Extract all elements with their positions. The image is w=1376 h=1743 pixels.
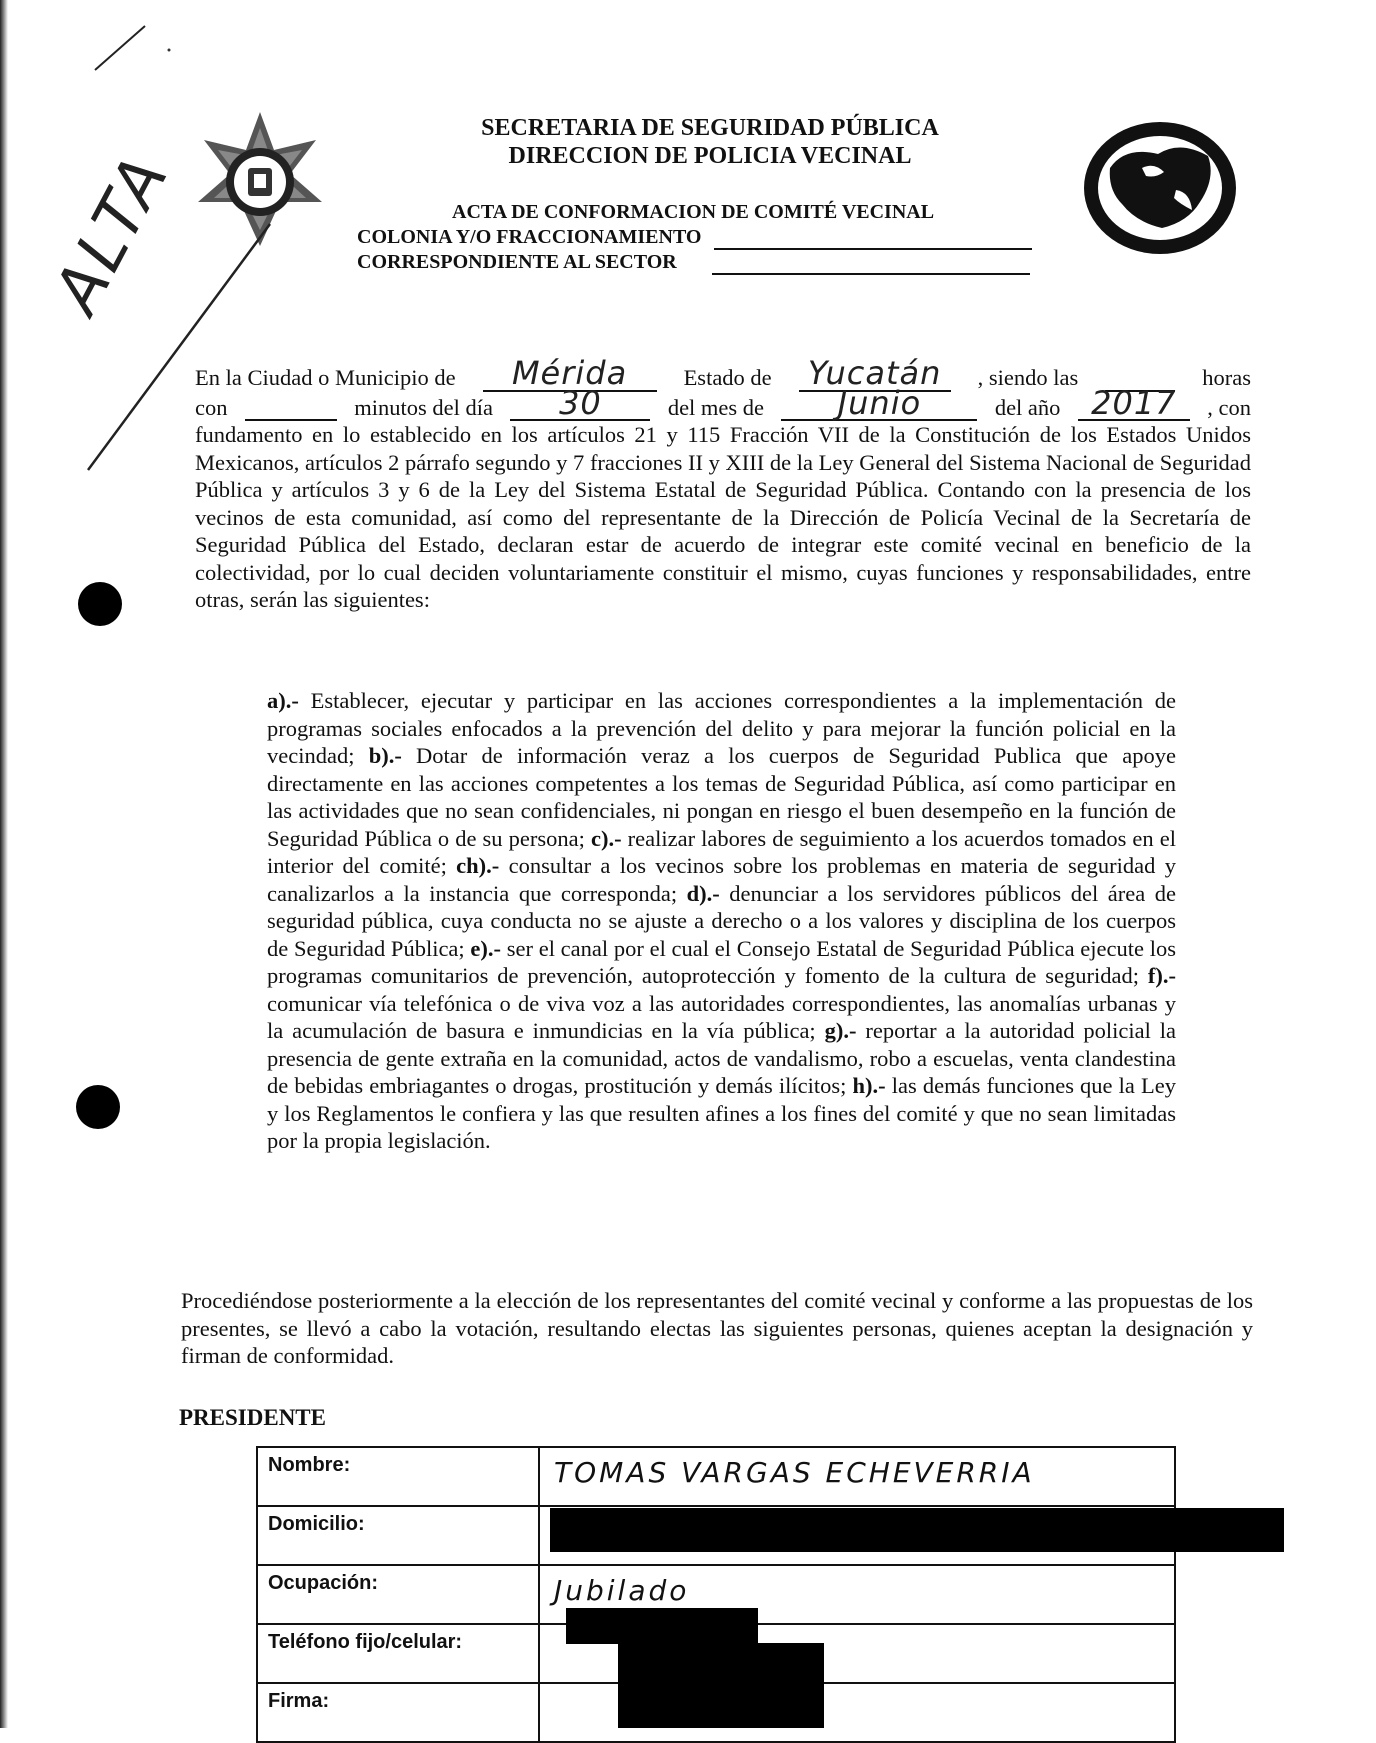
function-label: ch).-	[456, 853, 500, 878]
punch-hole	[76, 1085, 120, 1129]
header-subtitle: DIRECCION DE POLICIA VECINAL	[508, 143, 912, 169]
scan-edge	[0, 0, 8, 1728]
function-label: h).-	[852, 1073, 886, 1098]
name-value: TOMAS VARGAS ECHEVERRIA	[539, 1447, 1175, 1506]
function-label: a).-	[267, 688, 299, 713]
minutes-field	[245, 395, 337, 421]
function-text: comunicar vía telefónica o de viva voz a las autoridades correspondientes, las anomalías urbanas y la acumulación de basura e inmundicias en la vía pública;	[267, 990, 1176, 1043]
month-field: Junio	[781, 392, 977, 422]
occupation-value: Jubilado	[539, 1565, 1175, 1624]
intro-paragraph	[195, 354, 1251, 614]
functions-block	[267, 687, 1176, 1155]
header-title: SECRETARIA DE SEGURIDAD PÚBLICA	[481, 115, 939, 141]
phone-redaction	[566, 1608, 758, 1644]
day-field: 30	[510, 392, 650, 422]
city-field: Mérida	[483, 362, 657, 392]
name-label: Nombre:	[257, 1447, 539, 1506]
election-paragraph: Procediéndose posteriormente a la elección de los representantes del comité vecinal y conforme a las propuestas de los presentes, se llevó a cabo la votación, resultando electas las siguientes personas, quienes aceptan la designación y firman de conformidad.	[181, 1288, 1253, 1368]
function-text: realizar labores de seguimiento a los acuerdos tomados en el interior del comité;	[267, 825, 1176, 878]
occupation-label: Ocupación:	[257, 1565, 539, 1624]
function-text: Dotar de información veraz a los cuerpos de Seguridad Publica que apoye directamente en las acciones competentes a los temas de Seguridad Pública, así como participar en las actividades que no sean confidenciales, ni pongan en riesgo el buen desempeño en la función de Seguridad Pública o de su persona;	[267, 743, 1176, 851]
function-label: d).-	[686, 880, 720, 906]
phone-label: Teléfono fijo/celular:	[257, 1624, 539, 1683]
act-title: ACTA DE CONFORMACION DE COMITÉ VECINAL	[452, 201, 935, 223]
colonia-label: COLONIA Y/O FRACCIONAMIENTO	[357, 226, 702, 248]
pen-mark	[85, 18, 175, 78]
state-field: Yucatán	[799, 362, 951, 392]
function-text: reportar a la autoridad policial la presencia de gente extraña en la comunidad, actos de vandalismo, robo a escuelas, venta clandestina de bebidas embriagantes o drogas, prostitución y demás ilícitos;	[267, 1018, 1176, 1098]
intro-line-2: con minutos del día 30 del mes de Junio del año 2017 , con	[195, 383, 1251, 422]
function-label: f).-	[1147, 963, 1176, 988]
function-label: g).-	[824, 1018, 857, 1043]
intro-line-1: En la Ciudad o Municipio de Mérida Estado de Yucatán , siendo las horas	[195, 354, 1251, 392]
punch-hole	[78, 582, 122, 626]
function-label: e).-	[470, 935, 502, 961]
year-field: 2017	[1078, 392, 1190, 422]
address-label: Domicilio:	[257, 1506, 539, 1565]
colonia-row	[357, 225, 1032, 250]
sector-label: CORRESPONDIENTE AL SECTOR	[357, 251, 677, 273]
function-text: consultar a los vecinos sobre los problemas en materia de seguridad y canalizarlos a la instancia que corresponda;	[267, 853, 1176, 906]
function-label: b).-	[368, 743, 402, 768]
function-text: ser el canal por el cual el Consejo Estatal de Seguridad Pública ejecute los programas comunitarios de prevención, autoprotección y fomento de la cultura de seguridad;	[267, 935, 1176, 988]
intro-body: fundamento en lo establecido en los artículos 21 y 115 Fracción VII de la Constitución de los Estados Unidos Mexicanos, artículos 2 párrafo segundo y 7 fracciones II y XIII de la Ley General del Sistema Nacional de Seguridad Pública y artículos 3 y 6 de la Ley del Sistema Estatal de Seguridad Pública. Contando con la presencia de los vecinos de esta comunidad, así como del representante de la Dirección de Policía Vecinal de la Secretaría de Seguridad Pública del Estado, declaran estar de acuerdo de integrar este comité vecinal en beneficio de la colectividad, por lo cual deciden voluntariamente constituir el mismo, cuyas funciones y responsabilidades, entre otras, serán las siguientes:	[195, 422, 1251, 612]
president-heading: PRESIDENTE	[179, 1405, 326, 1430]
address-redaction	[550, 1508, 1284, 1552]
signature-redaction	[618, 1643, 824, 1728]
function-text: Establecer, ejecutar y participar en las acciones correspondientes a la implementación de programas sociales enfocados a la prevención del delito y para mejorar la función policial en la vecindad;	[267, 688, 1176, 768]
sector-field	[712, 273, 1030, 275]
margin-note-alta: ALTA	[40, 141, 185, 325]
function-label: c).-	[590, 825, 622, 851]
signature-label: Firma:	[257, 1683, 539, 1742]
sector-row	[357, 250, 1030, 275]
table-row	[257, 1447, 1175, 1506]
function-text: las demás funciones que la Ley y los Reglamentos le confiera y las que resulten afines a los fines del comité y que no sean limitadas por la propia legislación.	[267, 1073, 1176, 1153]
function-text: denunciar a los servidores públicos del área de seguridad pública, cuya conducta no se ajuste a derecho o a los valores y disciplina de los cuerpos de Seguridad Pública;	[267, 880, 1176, 961]
comite-seal-logo	[1080, 118, 1240, 258]
